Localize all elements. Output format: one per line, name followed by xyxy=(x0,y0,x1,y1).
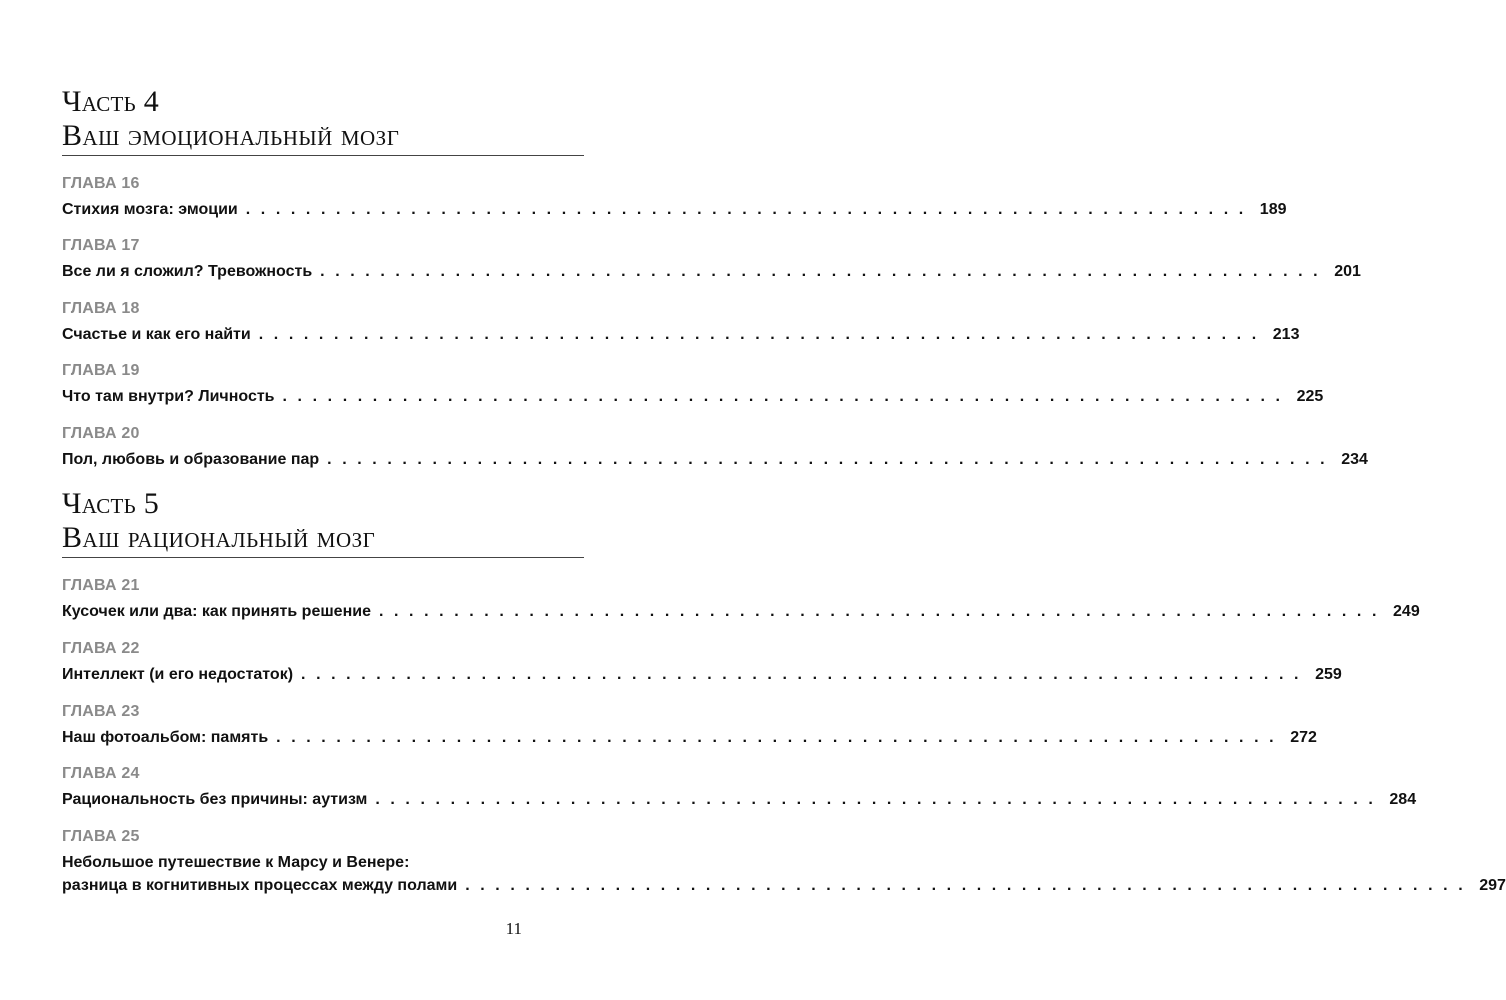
chapter-page-number: 213 xyxy=(1272,326,1300,343)
toc-entry[interactable] xyxy=(62,664,1342,686)
chapter-label: ГЛАВА 23 xyxy=(62,703,140,720)
chapter-16 xyxy=(62,174,1287,221)
part-number: Часть 5 xyxy=(62,487,160,520)
toc-entry[interactable] xyxy=(62,789,1417,811)
dot-leader: ................................................................... xyxy=(378,603,1388,620)
chapter-23 xyxy=(62,702,1317,749)
chapter-label: ГЛАВА 16 xyxy=(62,175,140,192)
chapter-18 xyxy=(62,299,1300,346)
part-5 xyxy=(62,487,584,558)
chapter-label: ГЛАВА 20 xyxy=(62,425,140,442)
dot-leader: ................................................................... xyxy=(276,729,1285,746)
toc-entry[interactable] xyxy=(62,261,1361,283)
page-number-folio: 11 xyxy=(505,919,522,938)
chapter-title: Наш фотоальбом: память xyxy=(62,729,269,746)
toc-entry[interactable] xyxy=(62,199,1287,221)
toc-entry[interactable] xyxy=(62,386,1324,408)
chapter-title: Пол, любовь и образование пар xyxy=(62,451,320,468)
toc-entry[interactable] xyxy=(62,324,1300,346)
dot-leader: ................................................................... xyxy=(465,877,1474,894)
part-title: Ваш эмоциональный мозг xyxy=(62,119,584,156)
part-4 xyxy=(62,85,584,156)
chapter-label: ГЛАВА 17 xyxy=(62,237,140,254)
dot-leader: ................................................................... xyxy=(327,451,1336,468)
chapter-page-number: 234 xyxy=(1341,451,1368,468)
dot-leader: ................................................................... xyxy=(245,201,1254,218)
toc-page xyxy=(62,0,1506,1000)
chapter-title: Интеллект (и его недостаток) xyxy=(62,666,294,683)
chapter-label: ГЛАВА 25 xyxy=(62,828,140,845)
chapter-19 xyxy=(62,361,1324,408)
toc-entry[interactable] xyxy=(62,727,1317,749)
chapter-label: ГЛАВА 24 xyxy=(62,765,140,782)
chapter-21 xyxy=(62,576,1420,623)
chapter-page-number: 189 xyxy=(1259,201,1287,218)
chapter-title: Кусочек или два: как принять решение xyxy=(62,603,371,620)
chapter-page-number: 284 xyxy=(1389,791,1417,808)
dot-leader: ................................................................... xyxy=(258,326,1267,343)
chapter-25 xyxy=(62,827,1506,897)
chapter-page-number: 225 xyxy=(1296,388,1324,405)
chapter-label: ГЛАВА 21 xyxy=(62,577,140,594)
chapter-label: ГЛАВА 18 xyxy=(62,300,140,317)
chapter-20 xyxy=(62,424,1368,471)
toc-entry[interactable] xyxy=(62,875,1506,897)
chapter-22 xyxy=(62,639,1342,686)
chapter-title: Рациональность без причины: аутизм xyxy=(62,791,368,808)
chapter-title: Счастье и как его найти xyxy=(62,326,251,343)
chapter-title: Что там внутри? Личность xyxy=(62,388,275,405)
chapter-title: Стихия мозга: эмоции xyxy=(62,201,238,218)
chapter-page-number: 297 xyxy=(1479,877,1506,894)
chapter-17 xyxy=(62,236,1361,283)
toc-entry[interactable] xyxy=(62,601,1420,623)
chapter-label: ГЛАВА 19 xyxy=(62,362,140,379)
chapter-page-number: 272 xyxy=(1290,729,1317,746)
part-title: Ваш рациональный мозг xyxy=(62,521,584,558)
dot-leader: ................................................................... xyxy=(375,791,1384,808)
chapter-page-number: 259 xyxy=(1315,666,1342,683)
chapter-title: Все ли я сложил? Тревожность xyxy=(62,263,313,280)
chapter-title: разница в когнитивных процессах между полами xyxy=(62,877,458,894)
chapter-label: ГЛАВА 22 xyxy=(62,640,140,657)
chapter-24 xyxy=(62,764,1417,811)
chapter-page-number: 201 xyxy=(1334,263,1361,280)
chapter-page-number: 249 xyxy=(1393,603,1420,620)
dot-leader: ................................................................... xyxy=(320,263,1329,280)
toc-entry[interactable] xyxy=(62,449,1368,471)
chapter-title-line-1[interactable]: Небольшое путешествие к Марсу и Венере: xyxy=(62,854,410,871)
part-number: Часть 4 xyxy=(62,85,160,118)
dot-leader: ................................................................... xyxy=(282,388,1291,405)
dot-leader: ................................................................... xyxy=(301,666,1310,683)
